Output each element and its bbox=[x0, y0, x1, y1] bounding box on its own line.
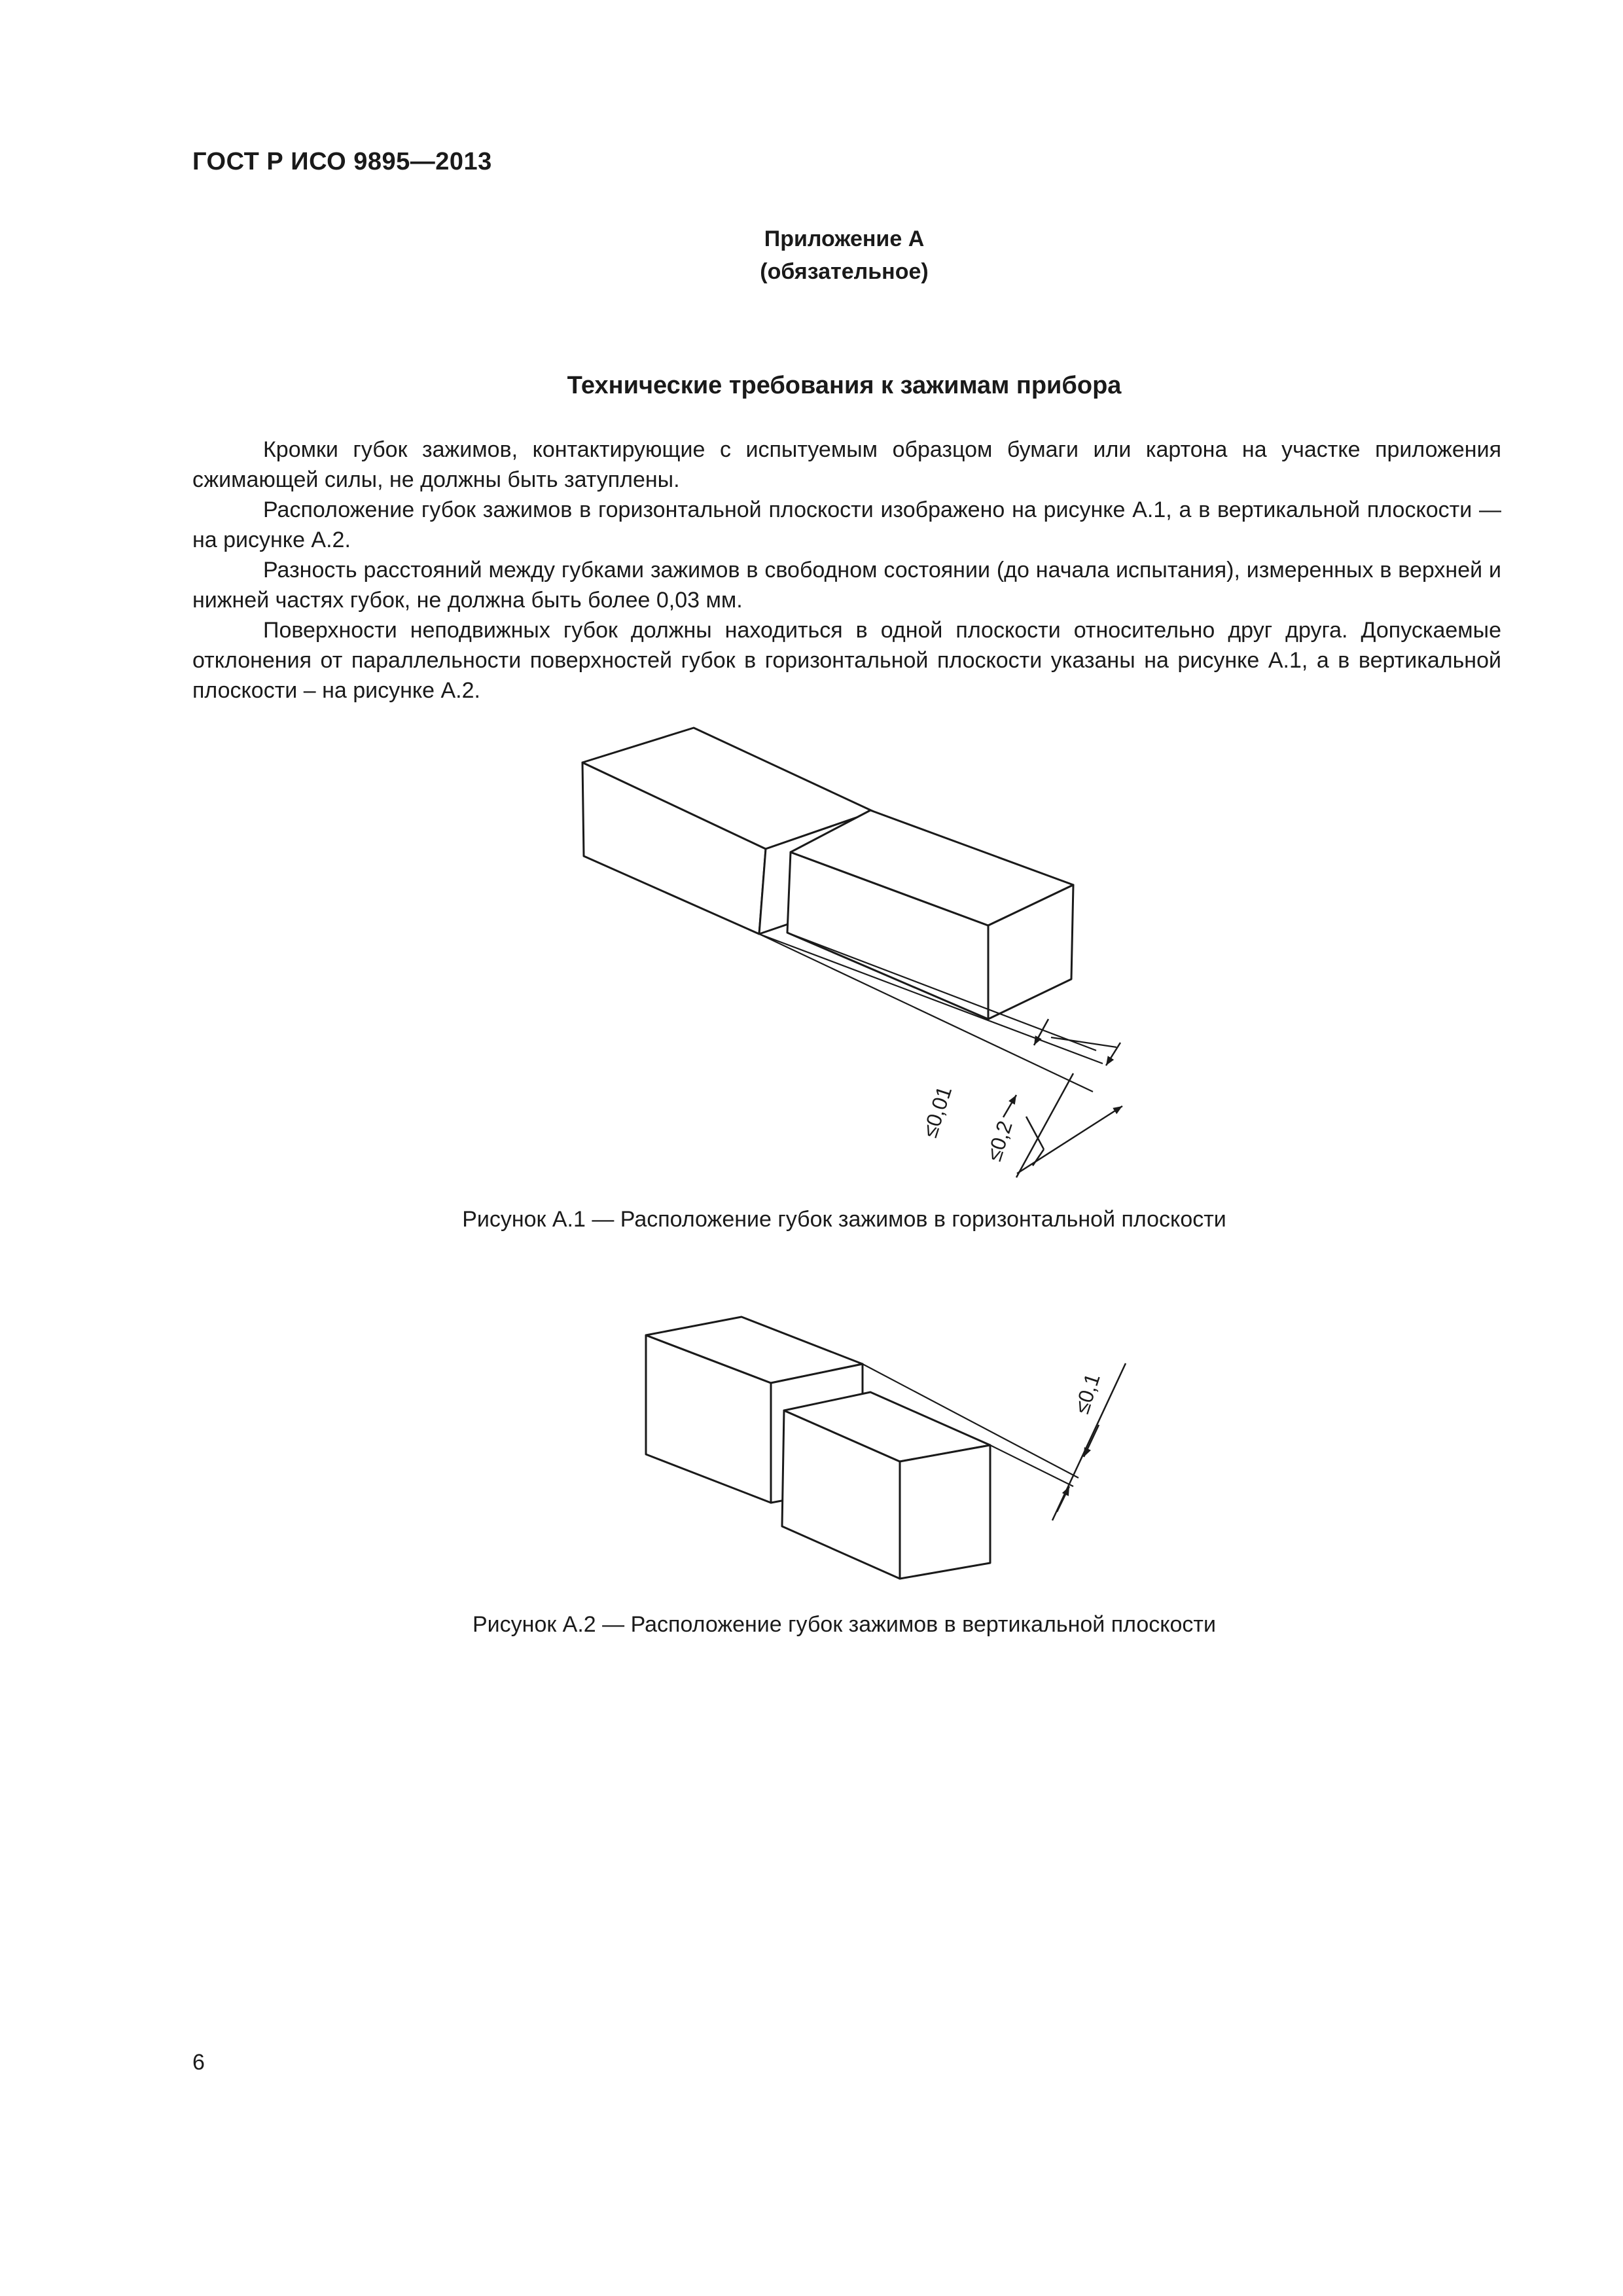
figure-a1-drawing bbox=[582, 728, 1122, 1177]
figure-a1-dim-large-line bbox=[1016, 1073, 1073, 1177]
figure-a1-caption: Рисунок А.1 — Расположение губок зажимов в горизонтальной плоскости bbox=[462, 1207, 1226, 1232]
paragraph-4: Поверхности неподвижных губок должны находиться в одной плоскости относительно друг друга. Допускаемые отклонения от параллельности поверхностей губок в горизонтальной плоскости указаны на рисунке А.1, а в вертикальной плоскости – на рисунке А.2. bbox=[192, 618, 1501, 703]
figure-a2-drawing bbox=[646, 1317, 1126, 1579]
section-heading: Технические требования к зажимам прибора bbox=[567, 372, 1122, 399]
figure-a2-caption: Рисунок А.2 — Расположение губок зажимов в вертикальной плоскости bbox=[473, 1612, 1216, 1637]
figure-a2-dim-label: ≤0,1 bbox=[1069, 1371, 1105, 1417]
figure-a1-dim-small-arrow-1 bbox=[1003, 1095, 1016, 1117]
figure-a2-right-jaw bbox=[782, 1392, 990, 1579]
figure-a1-dim-small-label: ≤0,01 bbox=[918, 1083, 957, 1141]
annex-status: (обязательное) bbox=[760, 259, 929, 284]
figure-a1-dim-large-arrow-1 bbox=[1017, 1106, 1122, 1174]
paragraph-2: Расположение губок зажимов в горизонтальной плоскости изображено на рисунке А.1, а в вертикальной плоскости — на рисунке А.2. bbox=[192, 497, 1501, 552]
paragraph-3: Разность расстояний между губками зажимов в свободном состоянии (до начала испытания), измеренных в верхней и нижней частях губок, не должна быть более 0,03 мм. bbox=[192, 558, 1501, 613]
figure-a2-dim-arrow-1 bbox=[1084, 1425, 1099, 1457]
figure-a2-dim-arrow-2 bbox=[1057, 1486, 1069, 1512]
page-number: 6 bbox=[192, 2050, 205, 2075]
annex-title: Приложение А bbox=[764, 226, 925, 251]
paragraph-1: Кромки губок зажимов, контактирующие с испытуемым образцом бумаги или картона на участке приложения сжимающей силы, не должны быть затуплены. bbox=[192, 437, 1501, 492]
figure-a1-dim-large-label: ≤0,2 bbox=[982, 1118, 1017, 1164]
standard-code: ГОСТ Р ИСО 9895—2013 bbox=[192, 148, 492, 175]
